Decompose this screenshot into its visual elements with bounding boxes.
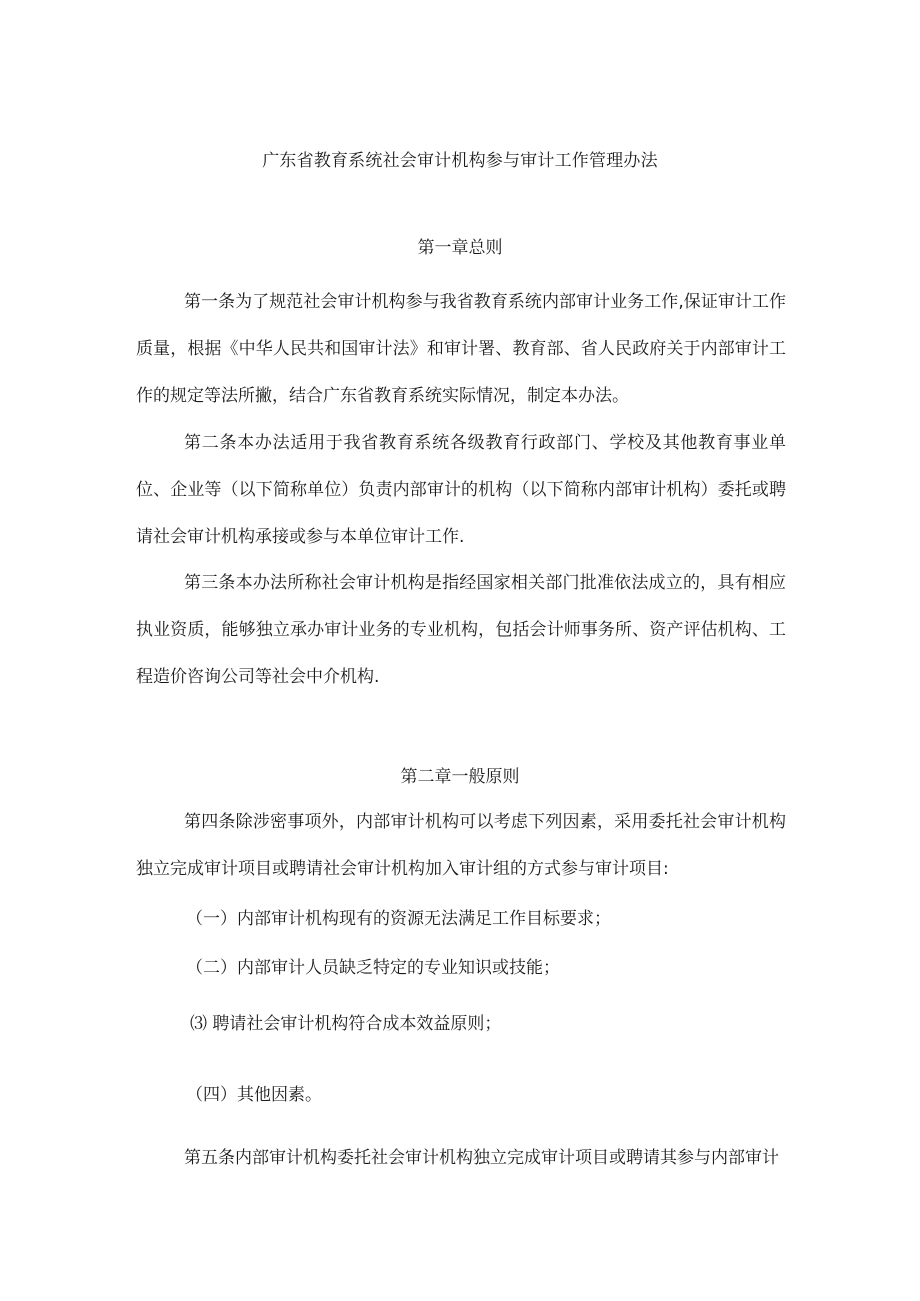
article-5: 第五条内部审计机构委托社会审计机构独立完成审计项目或聘请其参与内部审计 — [184, 1148, 779, 1168]
article-4: 第四条除涉密事项外，内部审计机构可以考虑下列因素，采用委托社会审计机构独立完成审计项目或聘请社会审计机构加入审计组的方式参与审计项目: — [136, 812, 786, 879]
article-1: 第一条为了规范社会审计机构参与我省教育系统内部审计业务工作,保证审计工作质量，根据《中华人民共和国审计法》和审计署、教育部、省人民政府关于内部审计工作的规定等法所撇，结合广东省教育系统实际情况，制定本办法。 — [136, 292, 786, 406]
chapter-1-heading: 第一章总则 — [417, 238, 503, 258]
list-item: （二）内部审计人员缺乏特定的专业知识或技能； — [186, 958, 560, 978]
list-item: （一）内部审计机构现有的资源无法满足工作目标要求； — [186, 909, 611, 929]
chapter-2-heading: 第二章一般原则 — [400, 767, 520, 787]
article-3: 第三条本办法所称社会审计机构是指经国家相关部门批准依法成立的，具有相应执业资质，能够独立承办审计业务的专业机构，包括会计师事务所、资产评估机构、工程造价咨询公司等社会中介机构. — [136, 573, 786, 687]
list-item: （四）其他因素。 — [186, 1085, 322, 1105]
document-title: 广东省教育系统社会审计机构参与审计工作管理办法 — [262, 151, 658, 171]
list-item: ⑶ 聘请社会审计机构符合成本效益原则； — [190, 1014, 502, 1034]
article-2: 第二条本办法适用于我省教育系统各级教育行政部门、学校及其他教育事业单位、企业等（以下简称单位）负责内部审计的机构（以下简称内部审计机构）委托或聘请社会审计机构承接或参与本单位审计工作. — [136, 433, 786, 547]
